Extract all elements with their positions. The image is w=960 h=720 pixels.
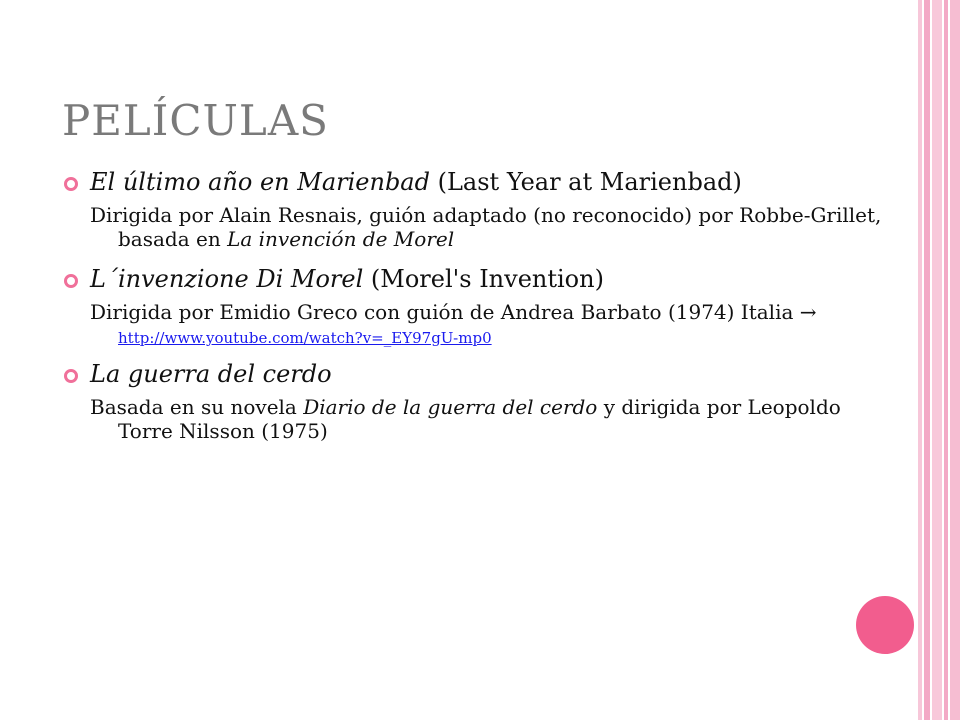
youtube-link[interactable]: http://www.youtube.com/watch?v=_EY97gU-mp0 — [118, 329, 492, 347]
description-text: y dirigida por Leopoldo Torre Nilsson (1975) — [118, 395, 841, 443]
film-description — [90, 395, 882, 443]
film-english-title: (Last Year at Marienbad) — [429, 168, 742, 196]
decorative-circle — [856, 596, 914, 654]
list-item-guerra — [62, 360, 882, 389]
arrow-right-icon: → — [799, 300, 817, 324]
film-description — [90, 203, 882, 251]
film-english-title: (Morel's Invention) — [363, 265, 604, 293]
film-title: La guerra del cerdo — [90, 360, 332, 388]
decorative-stripe — [932, 0, 942, 720]
description-italic-text: Diario de la guerra del cerdo — [303, 395, 598, 419]
description-text: Dirigida por Alain Resnais, guión adaptado (no reconocido) por Robbe-Grillet, basada en — [90, 203, 882, 251]
list-item-invenzione — [62, 265, 882, 294]
decorative-stripe — [944, 0, 948, 720]
film-description — [90, 300, 882, 350]
bullet-ring-icon — [64, 177, 78, 191]
slide-title: PELÍCULAS — [62, 96, 329, 145]
decorative-stripe — [918, 0, 922, 720]
description-text: Basada en su novela — [90, 395, 304, 419]
list-item-marienbad — [62, 168, 882, 197]
description-text: Dirigida por Emidio Greco con guión de Andrea Barbato (1974) Italia — [90, 300, 800, 324]
description-italic-text: La invención de Morel — [227, 227, 455, 251]
film-title: L´invenzione Di Morel — [90, 265, 364, 293]
film-title: El último año en Marienbad — [90, 168, 430, 196]
decorative-stripe — [924, 0, 930, 720]
slide-content — [62, 168, 882, 453]
bullet-ring-icon — [64, 369, 78, 383]
bullet-ring-icon — [64, 274, 78, 288]
decorative-stripe — [950, 0, 960, 720]
